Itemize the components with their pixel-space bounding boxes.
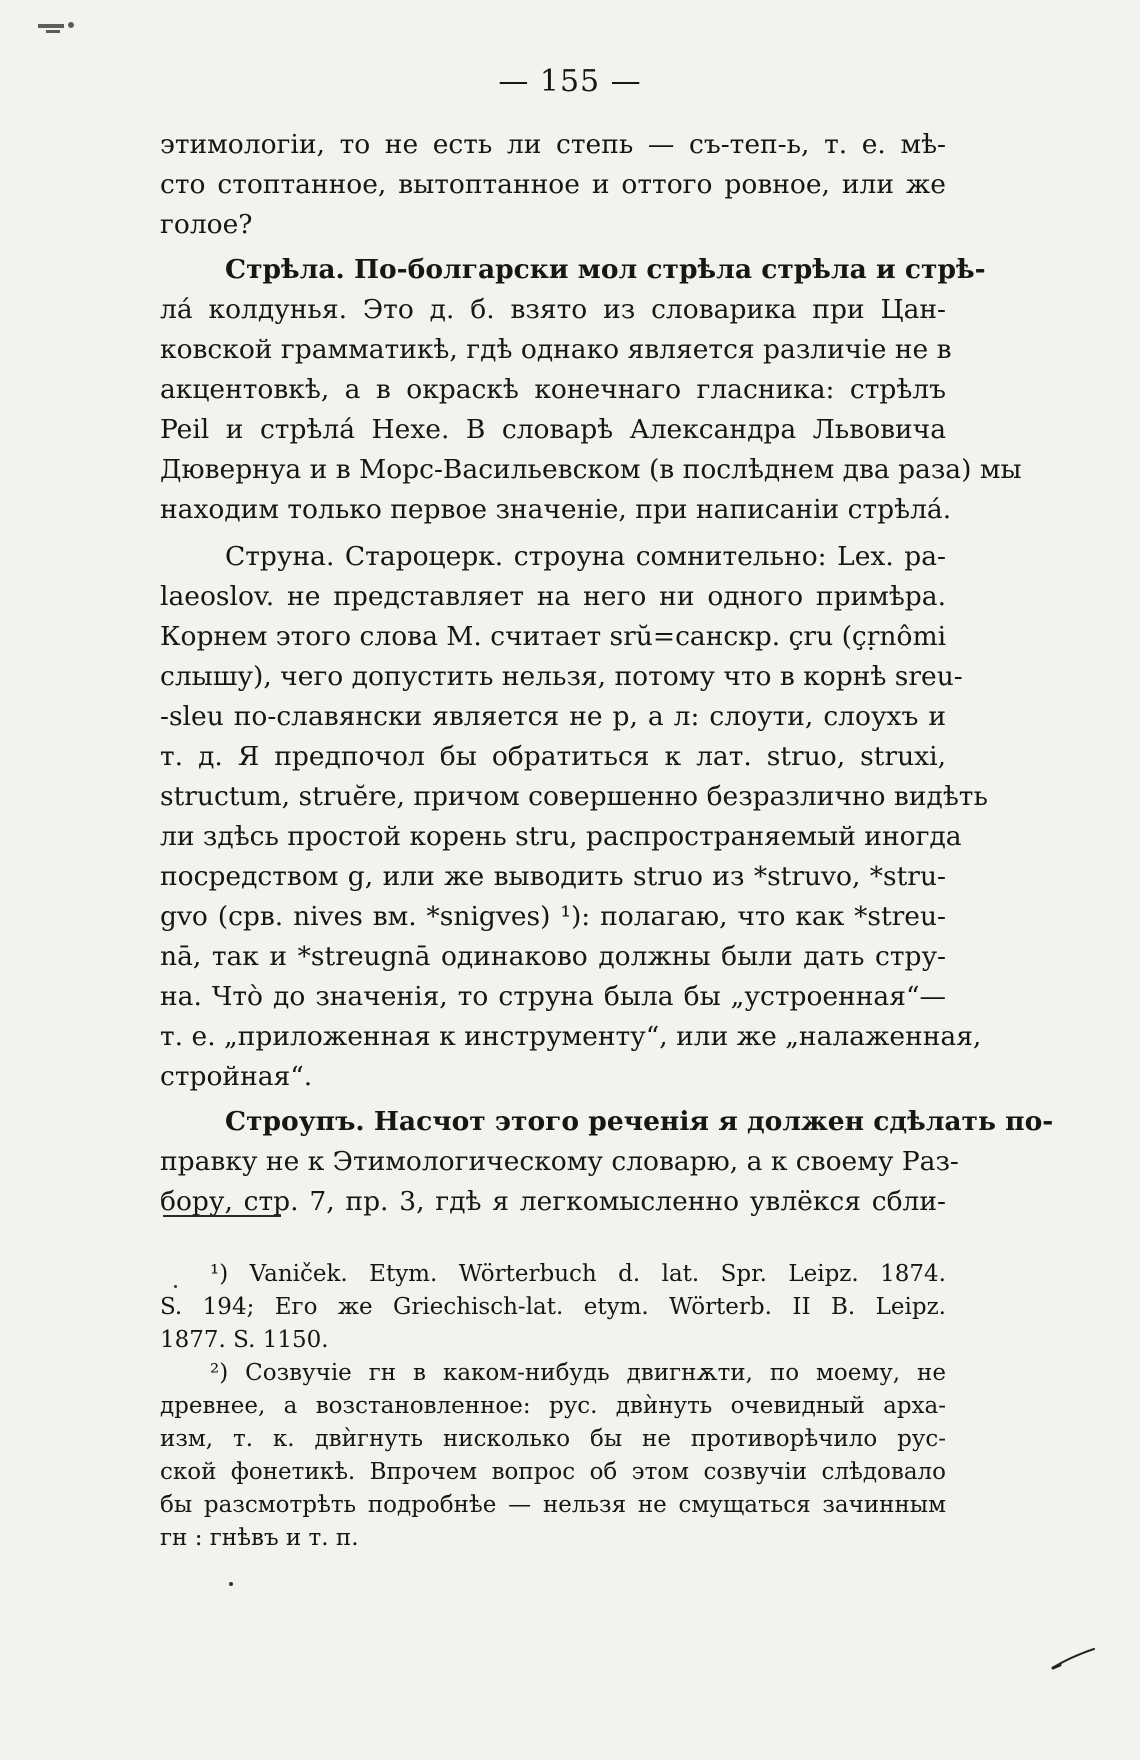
corner-ink-speck (38, 24, 64, 28)
pen-stroke (1053, 1665, 1060, 1668)
page-number: — 155 — (498, 64, 642, 99)
footnote-line: древнее, а возстановленное: рус. двѝнуть очевидный архa- (160, 1393, 946, 1419)
body-line: ковской грамматикѣ, гдѣ однако является различіе не в (160, 334, 952, 365)
body-line: стройная“. (160, 1061, 313, 1092)
footnote-line: 1877. S. 1150. (160, 1327, 329, 1353)
footnote-line: ской фонетикѣ. Впрочем вопрос об этом созвучіи слѣдовало (160, 1459, 946, 1485)
body-line: бору, стр. 7, пр. 3, гдѣ я легкомысленно увлёкся сбли- (160, 1186, 946, 1217)
body-line: т. е. „приложенная к инструменту“, или же „налаженная, (160, 1021, 982, 1052)
body-line: -sleu по-славянски является не р, а л: слоути, слоухъ и (160, 701, 946, 732)
footnote-line: ¹) Vaniček. Etym. Wörterbuch d. lat. Spr. Leipz. 1874. (210, 1261, 946, 1287)
body-line: ли здѣсь простой корень stru, распространяемый иногда (160, 821, 962, 852)
footnote-line: изм, т. к. двѝгнуть нисколько бы не противорѣчило рус- (160, 1426, 946, 1452)
body-line: gvo (срв. nives вм. *snigves) ¹): полагаю, что как *streu- (160, 901, 946, 932)
corner-ink-speck (68, 22, 74, 28)
footnote-line: S. 194; Его же Griechisch-lat. etym. Wörterb. II B. Leipz. (160, 1294, 946, 1320)
entry-headword-line: Строупъ. Насчот этого реченія я должен сдѣлать по- (225, 1106, 1054, 1137)
footnote-separator (163, 1215, 281, 1217)
body-line: сто стоптанное, вытоптанное и оттого ровное, или же (160, 169, 946, 200)
body-line: Peil и стрѣла́ Hexe. В словарѣ Александра Львовича (160, 414, 946, 445)
body-line: находим только первое значеніе, при написаніи стрѣла́. (160, 494, 952, 525)
body-line: посредством g, или же выводить struo из *struvo, *stru- (160, 861, 946, 892)
body-line: на. Что̀ до значенія, то струна была бы „устроенная“— (160, 981, 946, 1012)
body-line: т. д. Я предпочол бы обратиться к лат. struo, struxi, (160, 741, 946, 772)
footnote-line: ²) Созвучіе гн в каком-нибудь двигнѫти, по моему, не (210, 1360, 946, 1386)
body-line: nā, так и *streugnā одинаково должны были дать стру- (160, 941, 946, 972)
body-line: этимологіи, то не есть ли степь — съ-теп-ь, т. е. мѣ- (160, 129, 946, 160)
stray-ink-dot (229, 1582, 233, 1586)
entry-headword-line: Стрѣла. По-болгарски мол стрѣла стрѣла и стрѣ- (225, 254, 986, 285)
footnote-line: бы разсмотрѣть подробнѣе — нельзя не смущаться зачинным (160, 1492, 946, 1518)
footnote-line: гн : гнѣвъ и т. п. (160, 1525, 359, 1551)
body-line: Корнем этого слова M. считает srŭ=санскр. çru (çṛnômi (160, 621, 947, 652)
entry-headword-line: Струна. Староцерк. строуна сомнительно: Lex. pa- (225, 541, 946, 572)
body-line: laeoslov. не представляет на него ни одного примѣра. (160, 581, 946, 612)
body-line: голое? (160, 209, 253, 240)
corner-ink-speck (46, 30, 60, 33)
body-line: Дювернуа и в Морс-Васильевском (в послѣднем два раза) мы (160, 454, 1022, 485)
body-line: ла́ колдунья. Это д. б. взято из словарика при Цан- (160, 294, 946, 325)
body-line: слышу), чего допустить нельзя, потому что в корнѣ sreu- (160, 661, 963, 692)
pen-mark (1050, 1643, 1100, 1673)
stray-ink-dot (174, 1285, 177, 1288)
body-line: акцентовкѣ, а в окраскѣ конечнаго гласника: стрѣлъ (160, 374, 946, 405)
body-line: правку не к Этимологическому словарю, а к своему Раз- (160, 1146, 959, 1177)
body-line: structum, struĕre, причом совершенно безразлично видѣть (160, 781, 988, 812)
